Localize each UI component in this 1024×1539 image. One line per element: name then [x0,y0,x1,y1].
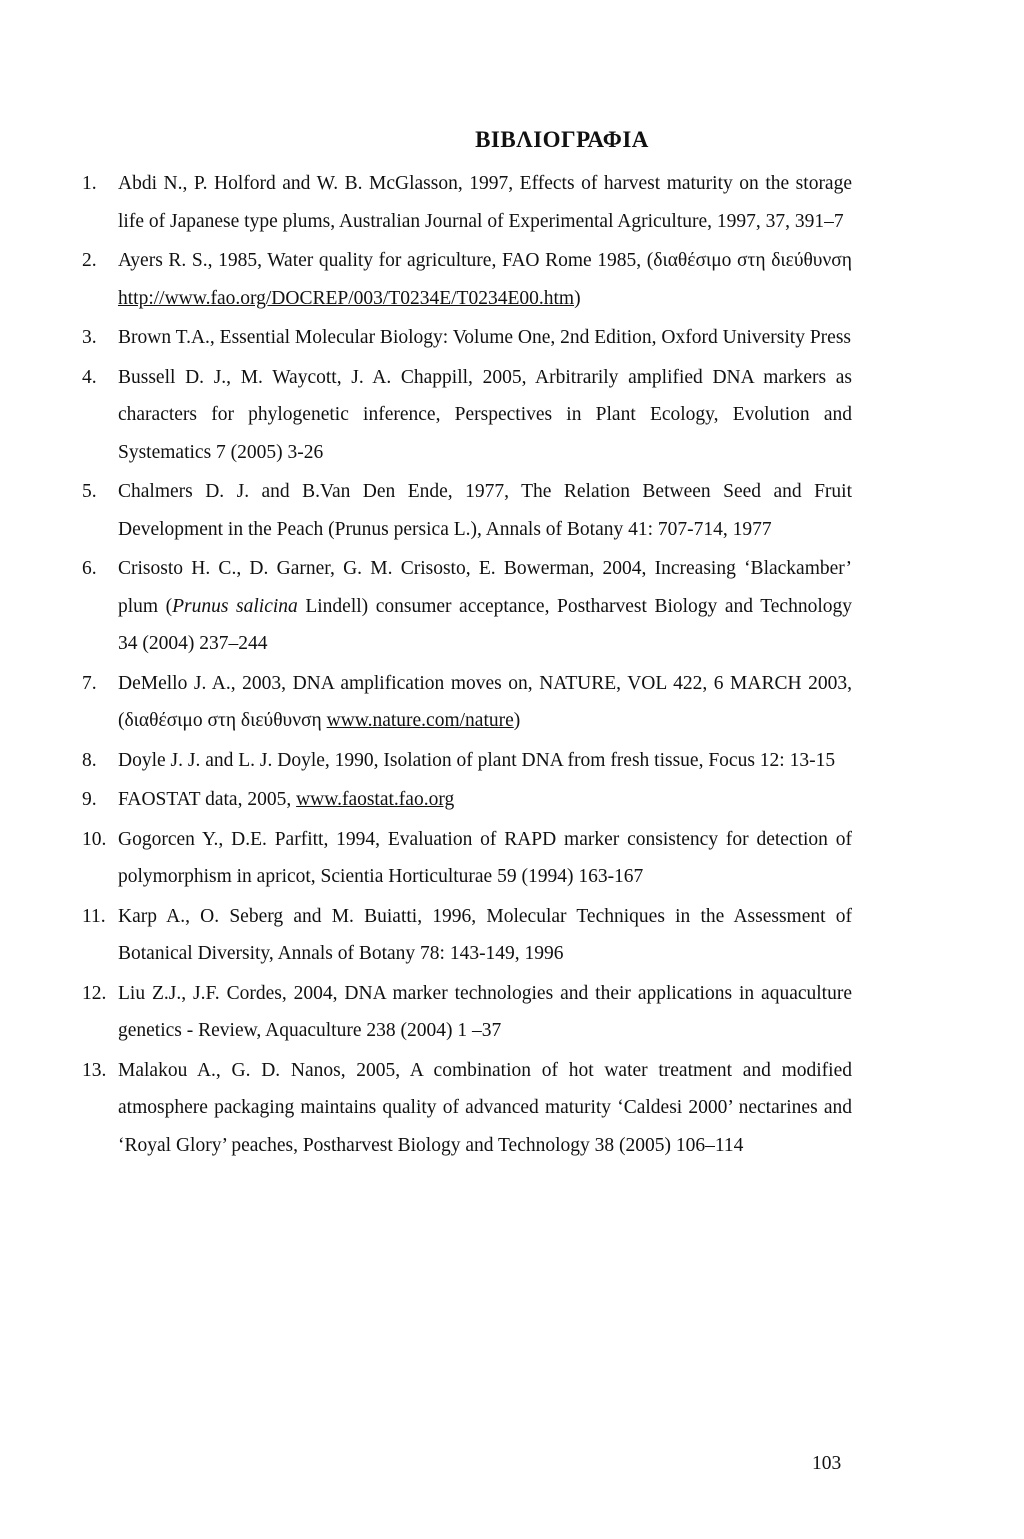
reference-text [118,550,852,663]
reference-item [82,898,852,973]
reference-text [118,1052,852,1165]
reference-link[interactable]: http://www.fao.org/DOCREP/003/T0234E/T0234E00.htm [118,287,575,309]
reference-text-part: Liu Z.J., J.F. Cordes, 2004, DNA marker technologies and their applications in aquaculture genetics - Review, Aquaculture 238 (2004) 1 –37 [118,982,852,1041]
reference-number: 11. [82,905,106,927]
reference-text [118,319,852,357]
reference-text-part: Karp A., O. Seberg and M. Buiatti, 1996, Molecular Techniques in the Assessment of Botanical Diversity, Annals of Botany 78: 143-149, 1996 [118,905,852,964]
reference-text [118,473,852,548]
reference-number: 1. [82,173,97,194]
reference-item [82,1052,852,1165]
reference-item [82,665,852,740]
reference-text [118,359,852,472]
reference-item [82,550,852,663]
reference-text-part: Crisosto H. C., D. Garner, G. M. Crisosto, E. Bowerman, 2004, Increasing ‘Blackamber’ plum ( [118,558,852,617]
reference-text-part: FAOSTAT data, 2005, [118,789,297,810]
reference-text [118,165,852,240]
reference-item [82,165,852,240]
reference-number: 2. [82,250,97,271]
reference-number: 13. [82,1059,107,1081]
reference-text-part: DeMello J. A., 2003, DNA amplification moves on, NATURE, VOL 422, 6 MARCH 2003, (διαθέσιμο στη διεύθυνση [118,672,852,731]
reference-text [118,242,852,317]
reference-number: 10. [82,828,107,850]
reference-number: 7. [82,672,97,694]
reference-text-part: Bussell D. J., M. Waycott, J. A. Chappill, 2005, Arbitrarily amplified DNA markers as characters for phylogenetic inference, Perspectives in Plant Ecology, Evolution and Systematics 7 (2005) 3-26 [118,366,852,463]
reference-number: 9. [82,789,97,810]
reference-text-part: Chalmers D. J. and B.Van Den Ende, 1977, The Relation Between Seed and Fruit Development in the Peach (Prunus persica L.), Annals of Botany 41: 707-714, 1977 [118,481,852,540]
page-title: ΒΙΒΛΙΟΓΡΑΦΙΑ [475,127,649,152]
reference-link[interactable]: www.nature.com/nature [326,710,514,731]
reference-number: 4. [82,366,97,388]
reference-text-part: Ayers R. S., 1985, Water quality for agriculture, FAO Rome 1985, (διαθέσιμο στη διεύθυνση [118,250,852,271]
reference-text-part: Lindell) consumer acceptance, Postharvest Biology and Technology 34 (2004) 237–244 [118,595,852,654]
reference-item [82,473,852,548]
reference-text-part: Malakou A., G. D. Nanos, 2005, A combination of hot water treatment and modified atmosphere packaging maintains quality of advanced maturity ‘Caldesi 2000’ nectarines and ‘Royal Glory’ peaches, Postharvest Biology and Technology 38 (2005) 106–114 [118,1059,852,1156]
reference-number: 6. [82,558,97,579]
reference-item [82,242,852,317]
reference-text [118,742,852,780]
reference-text-part: ) [513,710,521,731]
reference-number: 5. [82,481,97,502]
reference-number: 3. [82,327,97,348]
reference-link[interactable]: www.faostat.fao.org [296,789,455,810]
reference-item [82,742,852,780]
reference-item [82,781,852,819]
page-number: 103 [812,1453,842,1474]
reference-item [82,821,852,896]
reference-number: 12. [82,982,107,1004]
species-name: Prunus salicina [172,595,298,617]
reference-text [118,781,852,819]
reference-list [82,165,852,1166]
reference-text [118,665,852,740]
reference-text [118,898,852,973]
reference-item [82,319,852,357]
reference-text-part: Doyle J. J. and L. J. Doyle, 1990, Isolation of plant DNA from fresh tissue, Focus 12: 13-15 [118,749,836,771]
reference-text-part: Gogorcen Y., D.E. Parfitt, 1994, Evaluation of RAPD marker consistency for detection of polymorphism in apricot, Scientia Horticulturae 59 (1994) 163-167 [118,828,852,887]
reference-text-part: Brown T.A., Essential Molecular Biology: Volume One, 2nd Edition, Oxford University Press [118,327,851,348]
reference-text-part: Abdi N., P. Holford and W. B. McGlasson, 1997, Effects of harvest maturity on the storage life of Japanese type plums, Australian Journal of Experimental Agriculture, 1997, 37, 391–7 [118,173,852,232]
reference-number: 8. [82,749,97,771]
reference-item [82,975,852,1050]
reference-text [118,821,852,896]
reference-text [118,975,852,1050]
reference-item [82,359,852,472]
reference-text-part: ) [574,287,581,309]
